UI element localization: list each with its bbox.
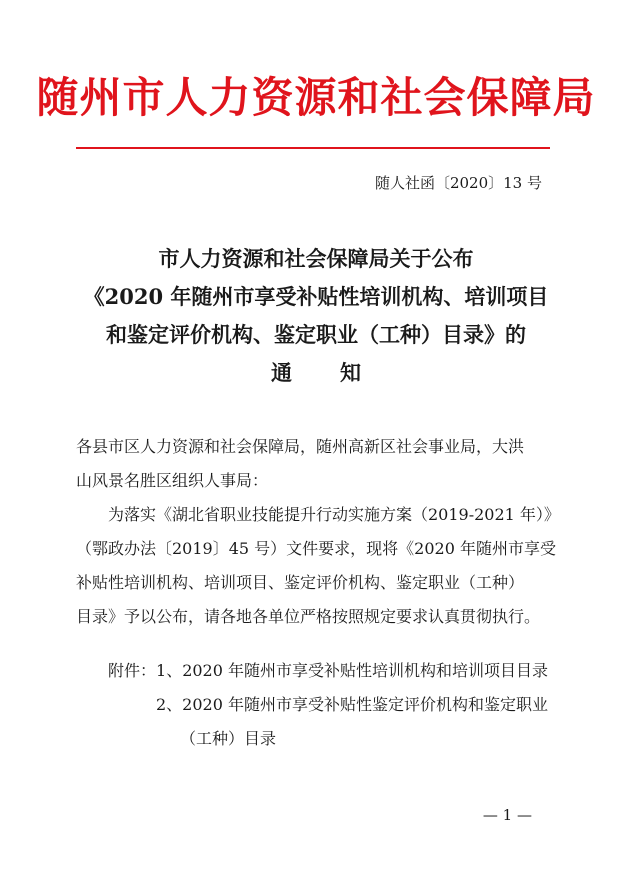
attachment-item-2-continued: （工种）目录 bbox=[180, 729, 277, 748]
body-paragraph bbox=[76, 498, 560, 634]
notice-title bbox=[40, 240, 592, 392]
attachment-item-1 bbox=[108, 654, 548, 688]
red-divider-line bbox=[76, 147, 550, 149]
title-line-2: 《2020 年随州市享受补贴性培训机构、培训项目 bbox=[83, 284, 549, 309]
attachment-item-1-text: 1、2020 年随州市享受补贴性培训机构和培训项目目录 bbox=[156, 661, 549, 680]
organization-header: 随州市人力资源和社会保障局 bbox=[36, 73, 596, 122]
salutation-line-2: 山风景名胜区组织人事局： bbox=[76, 471, 269, 490]
attachments bbox=[108, 654, 548, 756]
attachment-label: 附件： bbox=[108, 661, 157, 680]
page-number: — 1 — bbox=[482, 806, 532, 824]
salutation-line-1: 各县市区人力资源和社会保障局，随州高新区社会事业局，大洪 bbox=[76, 437, 525, 456]
title-line-3: 和鉴定评价机构、鉴定职业（工种）目录》的 bbox=[106, 322, 526, 347]
paragraph-line-4: 目录》予以公布，请各地各单位严格按照规定要求认真贯彻执行。 bbox=[76, 607, 541, 626]
document-number: 随人社函〔2020〕13 号 bbox=[374, 174, 542, 192]
paragraph-line-2: （鄂政办法〔2019〕45 号）文件要求，现将《2020 年随州市享受 bbox=[76, 539, 556, 558]
salutation bbox=[76, 430, 552, 498]
title-line-4: 通知 bbox=[271, 360, 409, 385]
title-line-1: 市人力资源和社会保障局关于公布 bbox=[158, 246, 474, 271]
paragraph-line-3: 补贴性培训机构、培训项目、鉴定评价机构、鉴定职业（工种） bbox=[76, 573, 525, 592]
attachment-item-2: 2、2020 年随州市享受补贴性鉴定评价机构和鉴定职业 bbox=[156, 695, 548, 714]
paragraph-line-1: 为落实《湖北省职业技能提升行动实施方案（2019-2021 年）》 bbox=[108, 505, 560, 524]
